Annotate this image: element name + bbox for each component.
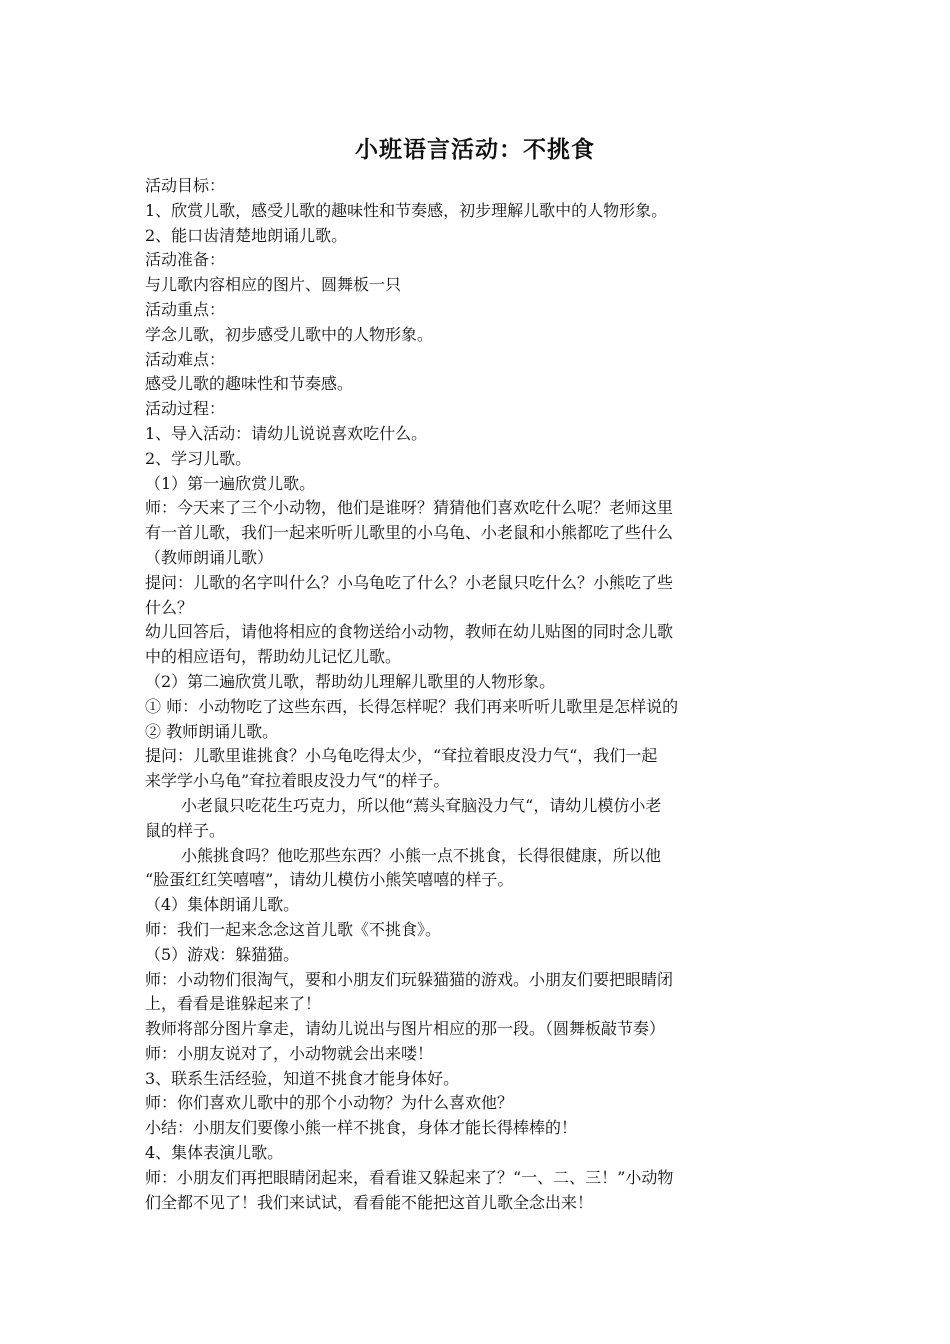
text-line: 感受儿歌的趣味性和节奏感。 [145, 374, 354, 394]
text-line-indented: 小老鼠只吃花生巧克力，所以他“蔫头耷脑没力气“，请幼儿模仿小老 [181, 795, 662, 815]
text-line: 活动过程： [145, 399, 226, 419]
text-line: 活动难点： [145, 349, 226, 369]
text-line: 2、学习儿歌。 [145, 448, 252, 468]
text-line: 来学学小乌龟”耷拉着眼皮没力气“的样子。 [145, 771, 450, 791]
text-line: ② 教师朗诵儿歌。 [145, 721, 279, 741]
text-line: 活动准备： [145, 250, 226, 270]
text-line: 2、能口齿清楚地朗诵儿歌。 [145, 225, 348, 245]
text-line: 活动重点： [145, 299, 226, 319]
text-line: 3、联系生活经验，知道不挑食才能身体好。 [145, 1068, 460, 1088]
text-line: 师：我们一起来念念这首儿歌《不挑食》。 [145, 919, 442, 939]
text-line: 师：小朋友们再把眼睛闭起来，看看谁又躲起来了？“一、二、三！”小动物 [145, 1167, 674, 1187]
text-line: 幼儿回答后，请他将相应的食物送给小动物，教师在幼儿贴图的同时念儿歌 [145, 622, 674, 642]
text-line: （4）集体朗诵儿歌。 [145, 895, 300, 915]
text-line: 教师将部分图片拿走，请幼儿说出与图片相应的那一段。（圆舞板敲节奏） [145, 1019, 666, 1039]
text-line: 有一首儿歌，我们一起来听听儿歌里的小乌龟、小老鼠和小熊都吃了些什么 [145, 523, 674, 543]
text-line: （教师朗诵儿歌） [145, 547, 274, 567]
text-line: 小结：小朋友们要像小熊一样不挑食，身体才能长得棒棒的！ [145, 1118, 578, 1138]
text-line: 鼠的样子。 [145, 820, 226, 840]
text-line: 提问：儿歌的名字叫什么？小乌龟吃了什么？小老鼠只吃什么？小熊吃了些 [145, 572, 674, 592]
text-line: 师：今天来了三个小动物，他们是谁呀？猜猜他们喜欢吃什么呢？老师这里 [145, 498, 674, 518]
text-line: （1）第一遍欣赏儿歌。 [145, 473, 316, 493]
text-line: ① 师：小动物吃了这些东西，长得怎样呢？我们再来听听儿歌里是怎样说的 [145, 696, 679, 716]
document-body [145, 174, 773, 1215]
text-line-indented: 小熊挑食吗？他吃那些东西？小熊一点不挑食，长得很健康，所以他 [181, 845, 662, 865]
text-line: 4、集体表演儿歌。 [145, 1143, 284, 1163]
text-line: 师：小动物们很淘气，要和小朋友们玩躲猫猫的游戏。小朋友们要把眼睛闭 [145, 969, 674, 989]
text-line: （5）游戏：躲猫猫。 [145, 944, 300, 964]
text-line: 1、导入活动：请幼儿说说喜欢吃什么。 [145, 423, 428, 443]
text-line: 学念儿歌，初步感受儿歌中的人物形象。 [145, 324, 434, 344]
text-line: 师：小朋友说对了，小动物就会出来喽！ [145, 1043, 434, 1063]
text-line: 师：你们喜欢儿歌中的那个小动物？为什么喜欢他？ [145, 1093, 514, 1113]
text-line: 中的相应语句，帮助幼儿记忆儿歌。 [145, 647, 402, 667]
text-line: （2）第二遍欣赏儿歌，帮助幼儿理解儿歌里的人物形象。 [145, 671, 556, 691]
text-line: 与儿歌内容相应的图片、圆舞板一只 [145, 275, 402, 295]
document-title: 小班语言活动：不挑食 [355, 136, 595, 163]
text-line: “脸蛋红红笑嘻嘻”，请幼儿模仿小熊笑嘻嘻的样子。 [145, 870, 514, 890]
text-line: 活动目标： [145, 176, 226, 195]
text-line: 上，看看是谁躲起来了！ [145, 994, 322, 1014]
text-line: 什么？ [145, 597, 194, 617]
text-line: 提问：儿歌里谁挑食？小乌龟吃得太少，“耷拉着眼皮没力气“，我们一起 [145, 746, 658, 766]
text-line: 1、欣赏儿歌，感受儿歌的趣味性和节奏感，初步理解儿歌中的人物形象。 [145, 200, 668, 220]
text-line: 们全都不见了！我们来试试，看看能不能把这首儿歌全念出来！ [145, 1192, 594, 1212]
